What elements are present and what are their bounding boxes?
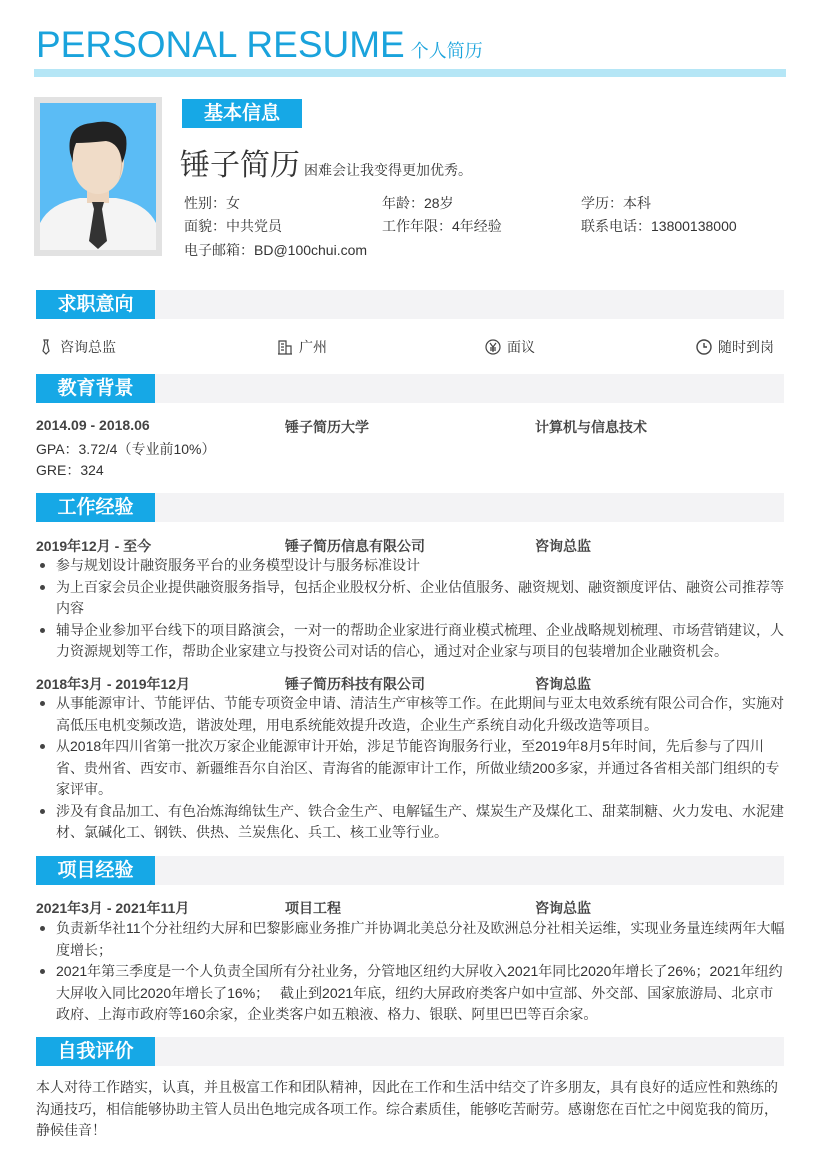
list-item: 2021年第三季度是一个人负责全国所有分社业务，分管地区纽约大屏收入2021年同比2020年增长了26%；2021年纽约大屏收入同比2020年增长了16%； 截止到2021年底，纽约大屏政府类客户如中宣部、外交部、国家旅游局、北京市政府、上海市政府等160余家，企业类客户如五粮液、格力、银联、阿里巴巴等百余家。: [36, 961, 786, 1026]
self-evaluation-text: 本人对待工作踏实，认真，并且极富工作和团队精神，因此在工作和生活中结交了许多朋友，具有良好的适应性和熟练的沟通技巧，相信能够协助主管人员出色地完成各项工作。综合素质佳，能够吃苦耐劳。感谢您在百忙之中阅览我的简历，静候佳音！: [36, 1079, 778, 1138]
section-title: 自我评价: [36, 1037, 155, 1066]
intent-city: [277, 337, 327, 357]
edu-gre: GRE：324: [36, 462, 104, 478]
name-text: 锤子简历: [180, 149, 300, 182]
intent-text: 咨询总监: [60, 339, 116, 355]
section-title: 工作经验: [36, 493, 155, 522]
edu-gpa: GPA：3.72/4（专业前10%）: [36, 441, 216, 457]
section-title: 求职意向: [36, 290, 155, 319]
job-bullets: [36, 693, 786, 844]
list-item: 辅导企业参加平台线下的项目路演会，一对一的帮助企业家进行商业模式梳理、企业战略规划梳理、市场营销建议，人力资源规划等工作，帮助企业家建立与投资公司对话的信心，通过对企业家与项目的包装增加企业融资机会。: [36, 620, 786, 663]
intent-salary: [485, 337, 535, 357]
intent-text: 面议: [507, 339, 535, 355]
basic-info-header: 基本信息: [182, 99, 302, 128]
intent-text: 随时到岗: [718, 339, 774, 355]
resume-title: [36, 24, 483, 66]
job-date: 2019年12月 - 至今: [36, 538, 152, 554]
education-level: 学历：本科: [581, 195, 651, 211]
phone: 联系电话：13800138000: [581, 218, 737, 234]
section-project: [36, 856, 784, 885]
list-item: 负责新华社11个分社纽约大屏和巴黎影廊业务推广并协调北美总分社及欧洲总分社相关运维，实现业务量连续两年大幅度增长；: [36, 918, 786, 961]
edu-major: 计算机与信息技术: [535, 419, 647, 435]
age: 年龄：28岁: [382, 195, 454, 211]
section-work: [36, 493, 784, 522]
intent-availability: [696, 337, 774, 357]
section-education: [36, 374, 784, 403]
tie-icon: [38, 339, 54, 355]
edu-school: 锤子简历大学: [285, 419, 369, 435]
project-date: 2021年3月 - 2021年11月: [36, 900, 190, 916]
list-item: 涉及有食品加工、有色冶炼海绵钛生产、铁合金生产、电解锰生产、煤炭生产及煤化工、甜菜制糖、火力发电、水泥建材、氯碱化工、钢铁、供热、兰炭焦化、兵工、核工业等行业。: [36, 801, 786, 844]
section-job-intent: [36, 290, 784, 319]
project-role: 咨询总监: [535, 900, 591, 916]
job-role: 咨询总监: [535, 676, 591, 692]
motto: 困难会让我变得更加优秀。: [304, 162, 472, 178]
job-role: 咨询总监: [535, 538, 591, 554]
project-bullets: [36, 918, 786, 1026]
job-company: 锤子简历信息有限公司: [285, 538, 425, 554]
email: 电子邮箱：BD@100chui.com: [184, 242, 368, 258]
section-self-evaluation: [36, 1037, 784, 1066]
title-en: PERSONAL RESUME: [36, 24, 405, 65]
list-item: 为上百家会员企业提供融资服务指导，包括企业股权分析、企业估值服务、融资规划、融资额度评估、融资公司推荐等内容: [36, 577, 786, 620]
section-title: 项目经验: [36, 856, 155, 885]
title-cn: 个人简历: [410, 41, 483, 61]
clock-icon: [696, 339, 712, 355]
list-item: 参与规划设计融资服务平台的业务模型设计与服务标准设计: [36, 555, 786, 577]
edu-date: 2014.09 - 2018.06: [36, 417, 150, 433]
avatar: [34, 97, 162, 256]
list-item: 从2018年四川省第一批次万家企业能源审计开始，涉足节能咨询服务行业，至2019年8月5年时间，先后参与了四川省、贵州省、西安市、新疆维吾尔自治区、青海省的能源审计工作，所做业绩200多家，并通过各省相关部门组织的专家评审。: [36, 736, 786, 801]
section-title: 教育背景: [36, 374, 155, 403]
title-underline-bar: [34, 69, 786, 77]
avatar-illustration-icon: [40, 103, 156, 250]
political-status: 面貌：中共党员: [184, 218, 282, 234]
list-item: 从事能源审计、节能评估、节能专项资金申请、清洁生产审核等工作。在此期间与亚太电效系统有限公司合作，实施对高低压电机变频改造，谐波处理，用电系统能效提升改造，企业生产系统自动化升级改造等项目。: [36, 693, 786, 736]
job-date: 2018年3月 - 2019年12月: [36, 676, 191, 692]
intent-text: 广州: [299, 339, 327, 355]
job-company: 锤子简历科技有限公司: [285, 676, 425, 692]
intent-position: [38, 337, 116, 357]
work-years: 工作年限：4年经验: [382, 218, 502, 234]
gender: 性别：女: [184, 195, 240, 211]
job-bullets: [36, 555, 786, 663]
building-icon: [277, 339, 293, 355]
yen-icon: [485, 339, 501, 355]
candidate-name: [180, 140, 472, 184]
project-name: 项目工程: [285, 900, 341, 916]
